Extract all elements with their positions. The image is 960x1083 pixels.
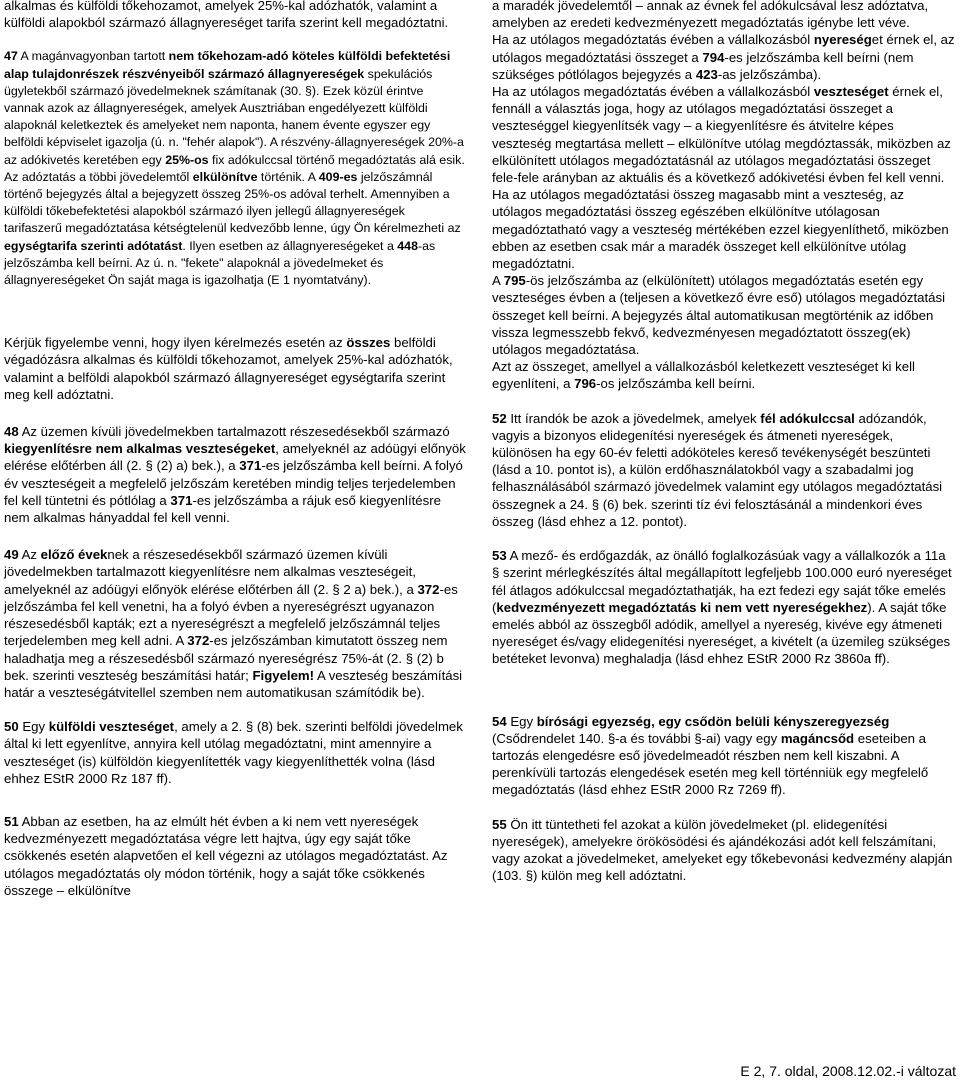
note-55: 55 Ön itt tüntetheti fel azokat a külön jövedelmeket (pl. elidegenítési nyereségek), amelyekre örökösödési és ajándékozási adót kell felszámítani, vagy azokat a jövedelmeket, amelyeket egy tőkebevonási kedvezmény alapján (103. §) külön meg kell adóztatni. <box>492 816 953 884</box>
note-number: 51 <box>4 813 19 829</box>
note-number: 54 <box>492 713 507 729</box>
intro-paragraph: alkalmas és külföldi tőkehozamot, amelyek 25%-kal adózhatók, valamint a külföldi alapokból származó állagnyereséget tarifa szerint kell megadóztatni. <box>4 0 449 31</box>
note-52: 52 Itt írandók be azok a jövedelmek, amelyek fél adókulccsal adózandók, vagyis a bizonyos elidegenítési nyereségek és átmeneti nyereségek, különösen ha egy 60-év feletti adóköteles kereső tevékenységét beszünteti (lásd a 10. pontot is), a külön erdőhasználatokból vagy a szabadalmi jog felhasználásából származó jövedelmek valamint egy utólagos megadóztatási összegnek a 24. § (6) bek. szerinti tíz évi felosztásánál a mindenkori éves összeg (lásd ehhez a 12. pontot). <box>492 410 943 529</box>
continuation-paragraph: a maradék jövedelemtől – annak az évnek fel adókulcsával lesz adóztatva, amelyben az eredeti kedvezményezett megadóztatás igénybe lett véve. <box>492 0 929 31</box>
note-number: 53 <box>492 548 507 564</box>
note-50: 50 Egy külföldi veszteséget, amely a 2. § (8) bek. szerinti belföldi jövedelmek által ki lett egyenlítve, annyira kell utólag megadóztatni, mint amennyire a veszteséget (is) külföldön kiegyenlítették vagy kiegyenlíthették volna (lásd ehhez EStR 2000 Rz 187 ff). <box>4 719 463 786</box>
note-48: 48 Az üzemen kívüli jövedelmekben tartalmazott részesedésekből származó kiegyenlítésre nem alkalmas veszteségeket, amelyeknél az adóügyi előnyök elérése előtérben áll (2. § (2) a) bek.), a 371-es jelzőszámba kell beírni. A folyó év veszteségeit a megfelelő jelzőszám keretében mindig teljes terjedelemben fel kell tüntetni és pótlólag a 371-es jelzőszámba a rájuk eső kiegyenlítésre nem alkalmas hányaddal fel kell venni. <box>4 424 466 526</box>
code-796-paragraph: Azt az összeget, amellyel a vállalkozásból keletkezett veszteséget ki kell egyenlíteni, a 796-os jelzőszámba kell beírni. <box>492 359 915 392</box>
note-47: 47 A magánvagyonban tartott nem tőkehozam-adó köteles külföldi befektetési alap tulajdonrészek részvényeiből származó állagnyereségek spekulációs ügyletekből származó jövedelmeknek számítanak (30. §). Ezek közül érintve vannak azok az állagnyereségek, amelyek Ausztriában engedélyezett külföldi alapoknál keletkeztek és amelyeket nem naponta, hanem évente egyszer egy belföldi képviselet igazolja (ú. n. "fehér alapok"). A részvény-állagnyereségek 20%-a az adókivetés keretében egy 25%-os fix adókulccsal történő megadóztatás alá esik. Az adóztatás a többi jövedelemtől elkülönítve történik. A 409-es jelzőszámnál történő bejegyzés által a bejegyzett összeg 25%-os adóval terhelt. Amennyiben a külföldi tőkebefektetési alapokból származó ilyen jellegű állagnyereségek tarifaszerű megadóztatása kétségtelenül kedvezőbb lenne, úgy Ön kérelmezheti az egységtarifa szerinti adótatást. Ilyen esetben az állagnyereségeket a 448-as jelzőszámba kell beírni. Az ú. n. "fekete" alapoknál a jövedelmeket és állagnyereségeket Ön saját maga is igazolhatja (E 1 nyomtatvány). <box>4 49 465 288</box>
note-49: 49 Az előző éveknek a részesedésekből származó üzemen kívüli jövedelmekben tartalmazott kiegyenlítésre nem alkalmas veszteségeit, amelyeknél az adóügyi előnyök elérése előtérben áll (2. § 2 a) bek.), a 372-es jelzőszámba fel kell venetni, ha a folyó évben a nyereségrészt ugyanazon részesedésből kapták; ezt a nyereségrészt a megfelelő jelzőszámnál teljes terjedelemben meg kell adni. A 372-es jelzőszámban kimutatott összeg nem haladhatja meg a részesedésből származó nyereségrész 75%-át (2. § (2) b bek. szerinti veszteség beszámítási határ; Figyelem! A veszteség beszámítási határ a veszteségátvitellel szemben nem automatikusan számítódik be). <box>4 547 463 700</box>
page-footer: E 2, 7. oldal, 2008.12.02.-i változat <box>740 1063 956 1079</box>
code-795-paragraph: A 795-ös jelzőszámba az (elkülönített) utólagos megadóztatás esetén egy veszteséges évben a (teljesen a következő évre eső) utólagos megadóztatási összeget kell beírni. A bejegyzés által automatikusan megtörténik az időben vissza legmesszebb fekvő, kedvezményesen megadóztatott összeg(ek) utólagos megadóztatása. <box>492 273 946 358</box>
note-number: 47 <box>4 49 18 64</box>
note-53: 53 A mező- és erdőgazdák, az önálló foglalkozásúak vagy a vállalkozók a 11a § szerint mérlegkészítés által megállapított legfeljebb 100.000 euró nyereséget fél átlagos adókulccsal megadóztathatják, ha ezt fedezi egy saját tőke emelés (kedvezményezett megadóztatás ki nem vett nyereségekhez). A saját tőke emelés abból az összegből adódik, amellyel a nyereség, kivéve egy átmeneti nyereséget és/vagy elidegenítési nyereséget, a kivételt (a üzemileg szükséges betéteket levonva) meghaladja (lásd ehhez EStR 2000 Rz 3860a ff). <box>492 548 952 667</box>
right-column <box>492 0 955 884</box>
note-number: 55 <box>492 816 507 832</box>
note-51: 51 Abban az esetben, ha az elmúlt hét évben a ki nem vett nyereségek kedvezményezett megadóztatása végre lett hajtva, úgy egy saját tőke csökkenés esetén alapvetően el kell végezni az utólagos megadóztatást. Az utólagos megadóztatás oly módon történik, hogy a saját tőke csökkenés összege – elkülönítve <box>4 813 448 898</box>
note-number: 50 <box>4 719 19 735</box>
request-paragraph: Kérjük figyelembe venni, hogy ilyen kérelmezés esetén az összes belföldi végadózásra alkalmas és külföldi tőkehozamot, amelyek 25%-kal adózhatók, valamint a belföldi alapokból származó állagnyereséget egységtarifa szerint meg kell adóztatni. <box>4 335 453 402</box>
note-number: 49 <box>4 547 19 563</box>
note-54: 54 Egy bírósági egyezség, egy csődön belüli kényszeregyezség (Csődrendelet 140. §-a és további §-ai) vagy egy magáncsőd eseteiben a tartozás elengedésre eső jövedelmeadót részben nem kell kiszabni. A perenkívüli tartozás elengedések esetén meg kell történniük egy megfelelő megadóztatás (lásd ehhez EStR 2000 Rz 7269 ff). <box>492 713 929 798</box>
note-number: 52 <box>492 410 507 426</box>
profit-paragraph: Ha az utólagos megadóztatás évében a vállalkozásból nyereséget érnek el, az utólagos megadóztatási összeget a 794-es jelzőszámba kell beírni (nem szükséges pótlólagos bejegyzés a 423-as jelzőszámba). <box>492 32 955 82</box>
loss-paragraph: Ha az utólagos megadóztatás évében a vállalkozásból veszteséget érnek el, fennáll a választás joga, hogy az utólagos megadóztatási összeget a veszteséggel kiegyenlítsék vagy – a kiegyenlítésre és átvitelre képes veszteség megtartása mellett – elkülönítve utólag megdóztassák, miközben az elkülönített utólagos megadóztatásnál az utólagos megadóztatási összeget fele-fele arányban az aktuális és a következő adókivetési évben fel kell venni. Ha az utólagos megadóztatási összeg magasabb mint a veszteség, az utólagos megadóztatási összeg egészében elkülönítve utólagosan megadóztatható vagy a veszteség mértékében ezzel kiegyenlíthető, miközben ebben az esetben csak már a maradék összeget kell elkülönítve utólag megadóztatni. <box>492 84 951 272</box>
left-column <box>4 0 466 899</box>
note-number: 48 <box>4 424 19 440</box>
